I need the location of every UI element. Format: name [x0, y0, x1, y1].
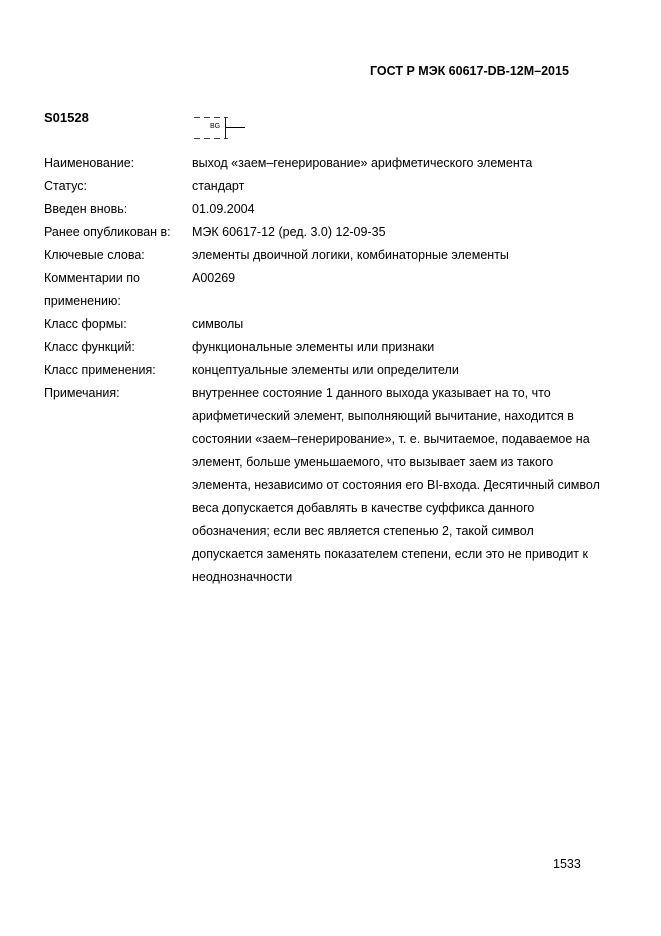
- field-label: Ключевые слова:: [44, 248, 145, 262]
- page-number: 1533: [553, 857, 581, 871]
- field-value: МЭК 60617-12 (ред. 3.0) 12-09-35: [192, 225, 386, 239]
- field-value: функциональные элементы или признаки: [192, 340, 435, 354]
- symbol-code: S01528: [44, 110, 89, 125]
- output-symbol-icon: [192, 111, 252, 141]
- field-label: Комментарии по применению:: [44, 271, 140, 308]
- symbol-label: BG: [210, 123, 221, 130]
- field-value: элементы двоичной логики, комбинаторные элементы: [192, 248, 509, 262]
- field-label: Статус:: [44, 179, 87, 193]
- field-list: [0, 152, 661, 589]
- field-label: Класс применения:: [44, 363, 156, 377]
- field-label: Примечания:: [44, 386, 120, 400]
- field-value: стандарт: [192, 179, 245, 193]
- field-row-published: [0, 221, 661, 244]
- document-standard-header: ГОСТ Р МЭК 60617-DB-12M–2015: [370, 64, 569, 78]
- output-symbol-graphic: [192, 111, 252, 141]
- field-label: Наименование:: [44, 156, 135, 170]
- field-row-notes: [0, 382, 661, 589]
- field-value: выход «заем–генерирование» арифметического элемента: [192, 156, 533, 170]
- field-value: внутреннее состояние 1 данного выхода указывает на то, что арифметический элемент, выполняющий вычитание, находится в состоянии «заем–генерирование», т. е. вычитаемое, подаваемое на элемент, больше уменьшаемого, что вызывает заем из такого элемента, независимо от состояния его BI-входа. Десятичный символ веса допускается добавлять в качестве суффикса данного обозначения; если вес является степенью 2, такой символ допускается заменять показателем степени, если это не приводит к неоднозначности: [192, 386, 600, 584]
- field-row-comments: [0, 267, 661, 313]
- field-value: концептуальные элементы или определители: [192, 363, 459, 377]
- field-value: символы: [192, 317, 244, 331]
- field-row-application-class: [0, 359, 661, 382]
- field-label: Класс функций:: [44, 340, 135, 354]
- field-row-function-class: [0, 336, 661, 359]
- field-row-introduced: [0, 198, 661, 221]
- field-value: A00269: [192, 271, 236, 285]
- field-label: Введен вновь:: [44, 202, 128, 216]
- field-label: Ранее опубликован в:: [44, 225, 171, 239]
- field-row-shape-class: [0, 313, 661, 336]
- field-row-status: [0, 175, 661, 198]
- field-row-name: [0, 152, 661, 175]
- field-value: 01.09.2004: [192, 202, 255, 216]
- field-label: Класс формы:: [44, 317, 127, 331]
- field-row-keywords: [0, 244, 661, 267]
